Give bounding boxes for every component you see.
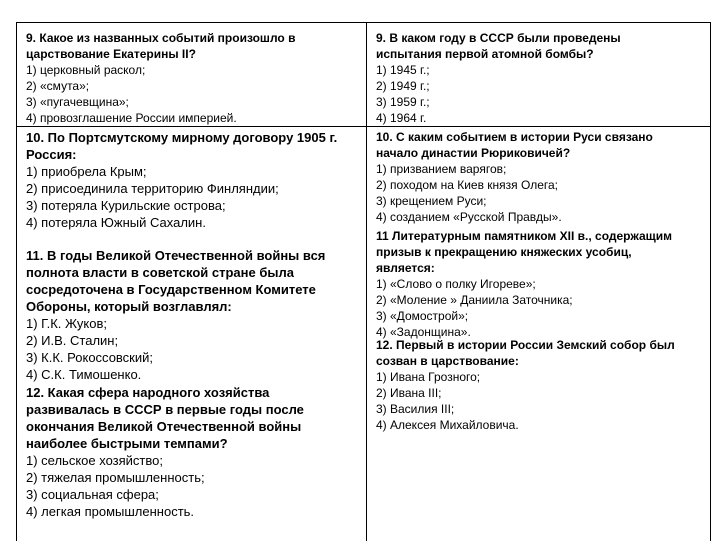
answer-option: 3) крещением Руси; — [376, 194, 487, 208]
question-text: 11 Литературным памятником XII в., содержащим призыв к прекращению княжеских усобиц, является: — [376, 229, 673, 275]
left-question-11 — [26, 247, 325, 383]
answer-options — [26, 62, 295, 126]
answer-option: 4) созданием «Русской Правды». — [376, 210, 562, 224]
answer-option: 1) сельское хозяйство; — [26, 453, 163, 468]
left-question-12 — [26, 384, 304, 520]
answer-option: 2) присоединила территорию Финляндии; — [26, 181, 279, 196]
answer-option: 1) Г.К. Жуков; — [26, 316, 107, 331]
column-divider — [366, 23, 367, 541]
answer-option: 4) 1964 г. — [376, 111, 427, 125]
answer-option: 1) церковный раскол; — [26, 63, 146, 77]
answer-option: 3) социальная сфера; — [26, 487, 159, 502]
question-text: 9. Какое из названных событий произошло в царствование Екатерины II? — [26, 31, 296, 61]
answer-options — [26, 315, 325, 383]
question-text: 10. С каким событием в истории Руси связано начало династии Рюриковичей? — [376, 130, 653, 160]
right-question-11 — [376, 228, 672, 340]
question-text: 10. По Портсмутскому мирному договору 1905 г. Россия: — [26, 130, 338, 162]
answer-option: 1) 1945 г.; — [376, 63, 430, 77]
answer-option: 2) «смута»; — [26, 79, 90, 93]
answer-option: 3) потеряла Курильские острова; — [26, 198, 226, 213]
answer-option: 2) И.В. Сталин; — [26, 333, 119, 348]
answer-options — [26, 452, 304, 520]
answer-option: 3) К.К. Рокоссовский; — [26, 350, 154, 365]
answer-option: 2) «Моление » Даниила Заточника; — [376, 293, 573, 307]
right-question-9 — [376, 30, 621, 126]
question-text: 12. Какая сфера народного хозяйства развивалась в СССР в первые годы после окончания Великой Отечественной войны наиболее быстрыми темпами? — [26, 385, 304, 451]
answer-option: 1) Ивана Грозного; — [376, 370, 481, 384]
answer-option: 1) «Слово о полку Игореве»; — [376, 277, 536, 291]
answer-option: 2) 1949 г.; — [376, 79, 430, 93]
right-question-12 — [376, 337, 675, 433]
right-question-10 — [376, 129, 653, 225]
answer-options — [26, 163, 337, 231]
answer-option: 2) походом на Киев князя Олега; — [376, 178, 558, 192]
question-text: 12. Первый в истории России Земский собор был созван в царствование: — [376, 338, 675, 368]
answer-option: 4) потеряла Южный Сахалин. — [26, 215, 206, 230]
question-text: 11. В годы Великой Отечественной войны вся полнота власти в советской стране была сосредоточена в Государственном Комитете Обороны, который возглавлял: — [26, 248, 326, 314]
answer-options — [376, 62, 621, 126]
answer-option: 3) 1959 г.; — [376, 95, 430, 109]
answer-option: 1) приобрела Крым; — [26, 164, 147, 179]
answer-option: 4) легкая промышленность. — [26, 504, 195, 519]
row-divider-left — [17, 126, 710, 127]
left-question-10 — [26, 129, 337, 231]
answer-option: 4) «Задонщина». — [376, 325, 471, 339]
answer-option: 3) «пугачевщина»; — [26, 95, 129, 109]
answer-option: 4) Алексея Михайловича. — [376, 418, 519, 432]
answer-option: 2) тяжелая промышленность; — [26, 470, 205, 485]
answer-options — [376, 161, 653, 225]
answer-option: 1) призванием варягов; — [376, 162, 507, 176]
answer-option: 4) С.К. Тимошенко. — [26, 367, 142, 382]
test-sheet — [16, 22, 711, 541]
answer-options — [376, 369, 675, 433]
answer-option: 2) Ивана III; — [376, 386, 442, 400]
question-text: 9. В каком году в СССР были проведены испытания первой атомной бомбы? — [376, 31, 621, 61]
left-question-9 — [26, 30, 295, 126]
answer-option: 3) Василия III; — [376, 402, 455, 416]
answer-option: 3) «Домострой»; — [376, 309, 469, 323]
answer-options — [376, 276, 672, 340]
answer-option: 4) провозглашение России империей. — [26, 111, 237, 125]
